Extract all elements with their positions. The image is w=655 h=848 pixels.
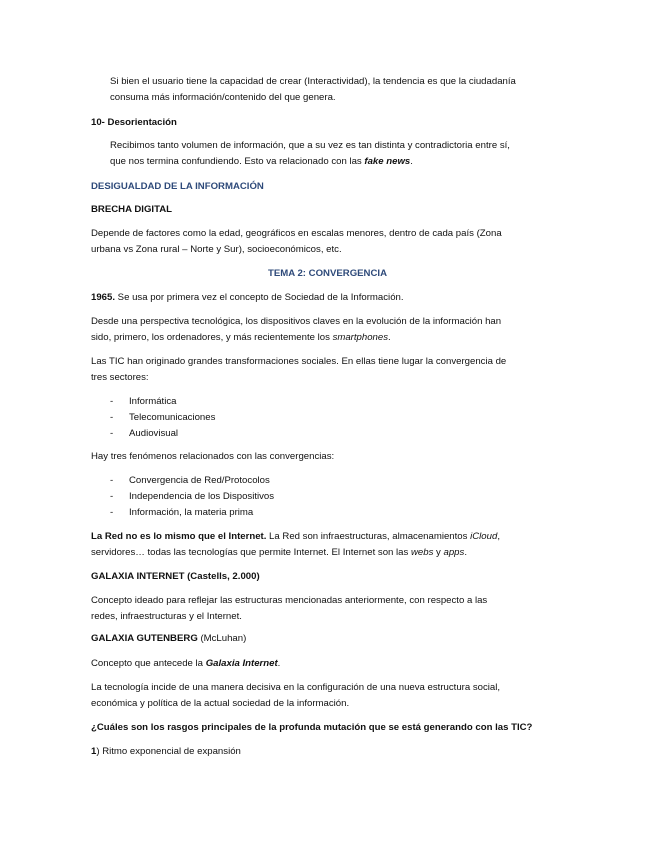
paragraph-1965: 1965. Se usa por primera vez el concepto de Sociedad de la Información. bbox=[91, 292, 404, 303]
paragraph-perspectiva bbox=[91, 314, 501, 346]
paragraph-line: Recibimos tanto volumen de información, que a su vez es tan distinta y contradictoria entre sí, bbox=[110, 140, 510, 151]
year-label: 1965. bbox=[91, 292, 116, 303]
emphasis-smartphones: smartphones bbox=[332, 331, 389, 343]
emphasis-galaxia-internet: Galaxia Internet bbox=[205, 658, 278, 669]
paragraph-line: Concepto ideado para reflejar las estructuras mencionadas anteriormente, con respecto a las bbox=[91, 595, 488, 606]
list-item-ritmo: 1) Ritmo exponencial de expansión bbox=[91, 746, 241, 757]
heading-desigualdad: DESIGUALDAD DE LA INFORMACIÓN bbox=[91, 181, 264, 192]
paragraph-interactividad bbox=[110, 74, 516, 106]
paragraph-gutenberg: Concepto que antecede la Galaxia Internet. bbox=[91, 658, 281, 669]
paragraph-line: La Red no es lo mismo que el Internet. La Red son infraestructuras, almacenamientos iCloud, bbox=[91, 531, 500, 542]
paragraph-line: Desde una perspectiva tecnológica, los dispositivos claves en la evolución de la información han bbox=[91, 316, 502, 327]
paragraph-line: económica y política de la actual sociedad de la información. bbox=[91, 697, 350, 709]
paragraph-line: Si bien el usuario tiene la capacidad de crear (Interactividad), la tendencia es que la ciudadanía bbox=[110, 76, 516, 87]
question-heading: ¿Cuáles son los rasgos principales de la profunda mutación que se está generando con las TIC? bbox=[91, 722, 533, 733]
heading-desorientacion: 10- Desorientación bbox=[91, 117, 177, 128]
paragraph-galaxia-internet bbox=[91, 593, 487, 625]
paragraph-line: consuma más información/contenido del que genera. bbox=[110, 91, 336, 103]
heading-brecha-digital: BRECHA DIGITAL bbox=[91, 204, 173, 215]
bold-statement: La Red no es lo mismo que el Internet. bbox=[91, 531, 267, 542]
paragraph-red bbox=[91, 529, 500, 561]
heading-galaxia-internet: GALAXIA INTERNET (Castells, 2.000) bbox=[91, 571, 260, 582]
item-number: 1 bbox=[91, 746, 97, 757]
paragraph-line: urbana vs Zona rural – Norte y Sur), socioeconómicos, etc. bbox=[91, 243, 342, 255]
paragraph-line: sido, primero, los ordenadores, y más recientemente los smartphones. bbox=[91, 331, 391, 343]
emphasis-fake-news: fake news bbox=[364, 155, 411, 167]
paragraph-line: La tecnología incide de una manera decisiva en la configuración de una nueva estructura social, bbox=[91, 682, 501, 693]
paragraph-brecha bbox=[91, 226, 502, 258]
heading-tema-2: TEMA 2: CONVERGENCIA bbox=[267, 268, 388, 279]
paragraph-line: Las TIC han originado grandes transformaciones sociales. En ellas tiene lugar la convergencia de bbox=[91, 356, 507, 367]
paragraph-tecnologia bbox=[91, 680, 500, 712]
paragraph-desorientacion bbox=[110, 138, 510, 170]
paragraph-fenomenos: Hay tres fenómenos relacionados con las convergencias: bbox=[91, 451, 335, 462]
document-page: Si bien el usuario tiene la capacidad de crear (Interactividad), la tendencia es que la ciudadanía consuma más información/contenido del que genera. 10- Desorientación Recibimos tanto volumen de información, que a su vez es tan distinta y contradictoria entre sí, que nos termina confundiendo. Esto va relacionado con las fake news. DESIGUALDAD DE LA INFORMACIÓN BRECHA DIGITAL Depende de factores como la edad, geográficos en escalas menores, dentro de cada país (Zona urbana vs Zona rural – Norte y Sur), socioeconómicos, etc. TEMA 2: CONVERGENCIA 1965. Se usa por primera vez el concepto de Sociedad de la Información. Desde una perspectiva tecnológica, los dispositivos claves en la evolución de la información han sido, primero, los ordenadores, y más recientemente los smartphones. Las TIC han originado grandes transformaciones sociales. En ellas tiene lugar la convergencia de tres sectores: - Informática - Telecomunicaciones - Audiovisual Hay tres fenómenos relacionados con las convergencias: - Convergencia de Red/Protocolos - Independencia de los Dispositivos - Información, la materia prima La Red no es lo mismo que el Internet. La Red son infraestructuras, almacenamientos iCloud, servidores… todas las tecnologías que permite Internet. El Internet son las webs y apps. GALAXIA INTERNET (Castells, 2.000) Concepto ideado para reflejar las estructuras mencionadas anteriormente, con respecto a las redes, infraestructuras y el Internet. GALAXIA GUTENBERG (McLuhan) Concepto que antecede la Galaxia Internet. La tecnología incide de una manera decisiva en la configuración de una nueva estructura social, económica y política de la actual sociedad de la información. ¿Cuáles son los rasgos principales de la profunda mutación que se está generando con las TIC? 1) Ritmo exponencial de expansión bbox=[0, 0, 655, 848]
paragraph-line: Depende de factores como la edad, geográficos en escalas menores, dentro de cada país (Zona bbox=[91, 228, 502, 239]
paragraph-line: servidores… todas las tecnologías que permite Internet. El Internet son las webs y apps. bbox=[91, 546, 467, 558]
paragraph-tic bbox=[91, 354, 506, 386]
paragraph-line: tres sectores: bbox=[91, 371, 149, 383]
paragraph-line: redes, infraestructuras y el Internet. bbox=[91, 610, 242, 622]
heading-galaxia-gutenberg: GALAXIA GUTENBERG (McLuhan) bbox=[91, 633, 247, 644]
paragraph-line: que nos termina confundiendo. Esto va relacionado con las fake news. bbox=[110, 155, 413, 167]
